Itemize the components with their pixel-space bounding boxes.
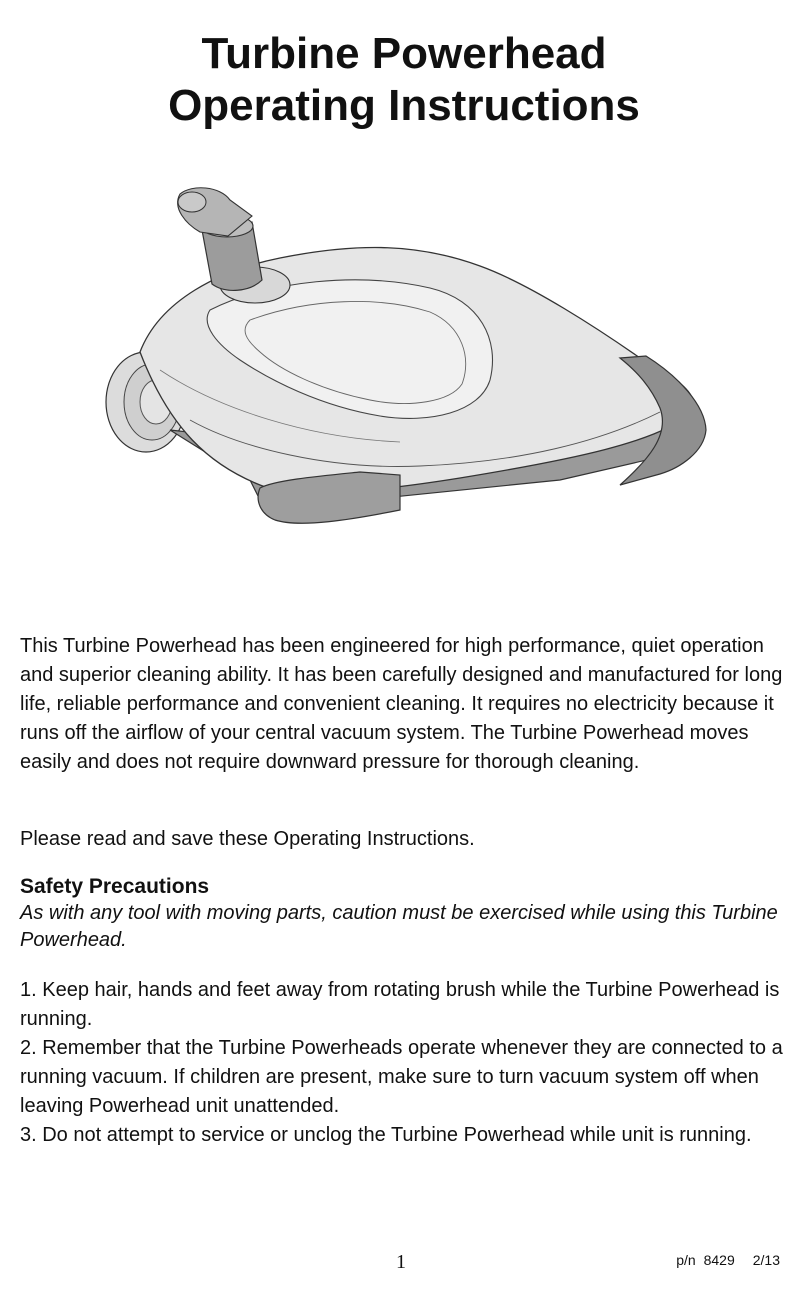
safety-list [20, 976, 790, 1150]
title-line-1: Turbine Powerhead [201, 29, 607, 78]
list-item: 1. Keep hair, hands and feet away from rotating brush while the Turbine Powerhead is running. [20, 979, 780, 1030]
page-number: 1 [396, 1251, 406, 1273]
part-number: p/n 8429 [676, 1252, 735, 1268]
safety-caution-note: As with any tool with moving parts, caution must be exercised while using this Turbine Powerhead. [20, 902, 778, 951]
date-code: 2/13 [752, 1252, 780, 1268]
footer-code [676, 1252, 780, 1268]
safety-heading: Safety Precautions [20, 875, 210, 898]
list-item: 2. Remember that the Turbine Powerheads operate whenever they are connected to a running vacuum. If children are present, make sure to turn vacuum system off when leaving Powerhead unit unattended. [20, 1037, 783, 1117]
turbine-powerhead-icon [100, 180, 720, 610]
title-line-2: Operating Instructions [168, 81, 640, 130]
page-title [0, 28, 808, 132]
read-instructions-note: Please read and save these Operating Instructions. [20, 828, 475, 850]
intro-paragraph: This Turbine Powerhead has been engineered for high performance, quiet operation and superior cleaning ability. It has been carefully designed and manufactured for long life, reliable performance and convenient cleaning. It requires no electricity because it runs off the airflow of your central vacuum system. The Turbine Powerhead moves easily and does not require downward pressure for thorough cleaning. [20, 635, 783, 773]
list-item: 3. Do not attempt to service or unclog the Turbine Powerhead while unit is running. [20, 1124, 752, 1146]
